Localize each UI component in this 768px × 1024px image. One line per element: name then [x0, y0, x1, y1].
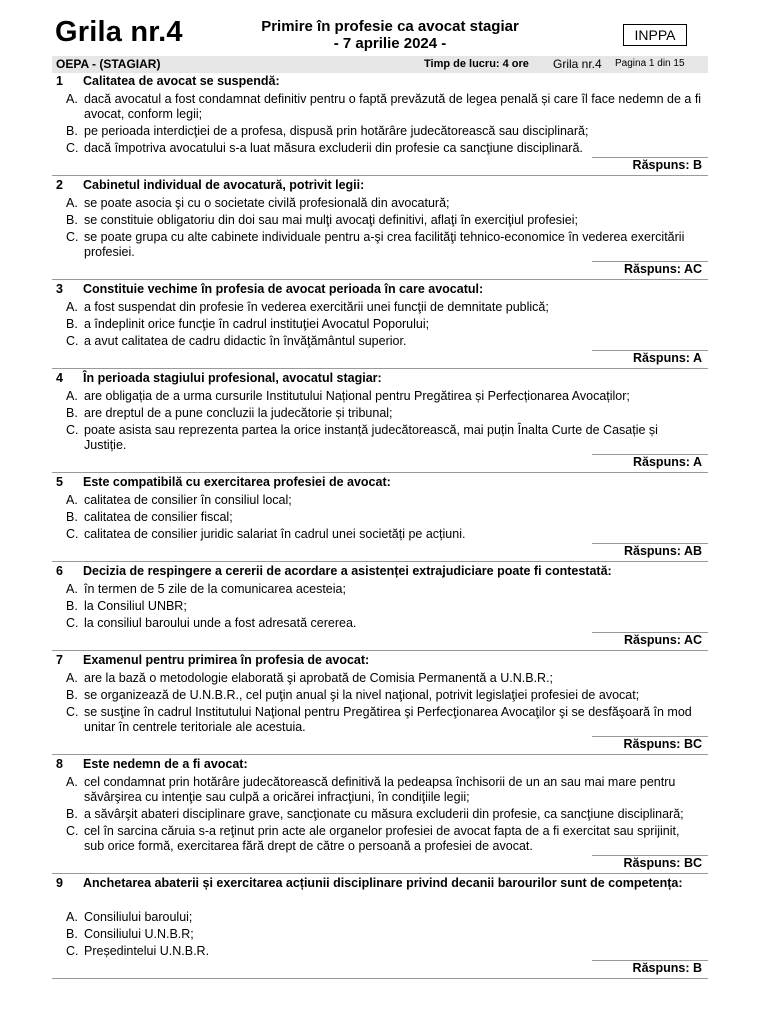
question-text: Este nedemn de a fi avocat: [83, 757, 248, 771]
option-text: a fost suspendat din profesie în vederea exercitării unei funcţii de demnitate publică; [84, 300, 549, 314]
answer-option [52, 493, 702, 508]
section-label: OEPA - (STAGIAR) [56, 57, 161, 71]
question-separator [52, 873, 708, 874]
question-number: 2 [56, 178, 63, 192]
option-text: dacă avocatul a fost condamnat definitiv pentru o faptă prevăzută de legea penală și care îl face nedemn de a fi avocat, conform legii; [84, 92, 702, 121]
answer-row [52, 350, 702, 367]
exam-title [240, 18, 540, 52]
option-text: dacă împotriva avocatului s-a luat măsura excluderii din profesie ca sancţiune disciplinară. [84, 141, 583, 155]
option-letter: B. [66, 599, 78, 613]
answer-option [52, 300, 702, 315]
answer-option [52, 616, 702, 631]
option-text: Consiliului baroului; [84, 910, 193, 924]
answer-row [52, 543, 702, 560]
answer-row [52, 736, 702, 753]
option-text: se susţine în cadrul Institutului Naţional pentru Pregătirea şi Perfecţionarea Avocaţilor şi se desfăşoară în mod unitar în centrele teritoriale ale acestuia. [84, 705, 692, 734]
question-header [52, 876, 702, 908]
question-number: 6 [56, 564, 63, 578]
page-header [0, 0, 768, 56]
question-header [52, 282, 702, 298]
exam-title-line2: - 7 aprilie 2024 - [333, 35, 447, 52]
grila-title: Grila nr.4 [55, 16, 183, 48]
question-number: 3 [56, 282, 63, 296]
question-text: Calitatea de avocat se suspendă: [83, 74, 280, 88]
answer-option [52, 582, 702, 597]
question-text: Constituie vechime în profesia de avocat perioada în care avocatul: [83, 282, 484, 296]
option-letter: B. [66, 927, 78, 941]
question-separator [52, 279, 708, 280]
question-number: 5 [56, 475, 63, 489]
question-number: 4 [56, 371, 63, 385]
answer-key: Răspuns: BC [623, 737, 702, 751]
grila-label: Grila nr.4 [553, 57, 602, 71]
question-separator [52, 978, 708, 979]
option-letter: B. [66, 688, 78, 702]
option-text: poate asista sau reprezenta partea la orice instanță judecătorească, mai puțin Înalta Curte de Casație și Justiție. [84, 423, 658, 452]
answer-option [52, 527, 702, 542]
option-text: la Consiliul UNBR; [84, 599, 187, 613]
answer-option [52, 510, 702, 525]
answer-row [52, 157, 702, 174]
answer-key: Răspuns: AC [623, 262, 702, 276]
option-text: a îndeplinit orice funcţie în cadrul instituţiei Avocatul Poporului; [84, 317, 430, 331]
answer-key: Răspuns: AC [623, 633, 702, 647]
option-letter: C. [66, 944, 79, 958]
option-letter: C. [66, 423, 79, 437]
answer-option [52, 196, 702, 211]
option-text: se poate grupa cu alte cabinete individuale pentru a-şi crea facilităţi tehnico-economice în vederea exercitării profesiei. [84, 230, 685, 259]
answer-option [52, 141, 702, 156]
answer-option [52, 599, 702, 614]
answer-option [52, 406, 702, 421]
option-text: a săvârşit abateri disciplinare grave, sancţionate cu măsura excluderii din profesie, ca sancţiune disciplinară; [84, 807, 684, 821]
page-number: Pagina 1 din 15 [615, 58, 685, 69]
question-separator [52, 368, 708, 369]
question-text: Cabinetul individual de avocatură, potrivit legii: [83, 178, 365, 192]
option-letter: A. [66, 493, 78, 507]
question-text: Decizia de respingere a cererii de acordare a asistenței extrajudiciare poate fi contestată: [83, 564, 612, 578]
question-separator [52, 472, 708, 473]
answer-option [52, 944, 702, 959]
option-text: se constituie obligatoriu din doi sau mai mulţi avocaţi definitivi, aflaţi în exerciţiul profesiei; [84, 213, 578, 227]
exam-title-line1: Primire în profesie ca avocat stagiar [261, 18, 519, 35]
option-letter: C. [66, 824, 79, 838]
option-text: se poate asocia şi cu o societate civilă profesională din avocatură; [84, 196, 450, 210]
answer-row [52, 454, 702, 471]
option-letter: A. [66, 910, 78, 924]
option-text: pe perioada interdicţiei de a profesa, dispusă prin hotărâre judecătorească sau disciplinară; [84, 124, 589, 138]
question-text: Examenul pentru primirea în profesia de avocat: [83, 653, 370, 667]
answer-option [52, 775, 702, 805]
answer-option [52, 389, 702, 404]
answer-key: Răspuns: A [633, 455, 702, 469]
option-text: la consiliul baroului unde a fost adresată cererea. [84, 616, 357, 630]
option-text: Președintelui U.N.B.R. [84, 944, 210, 958]
question-number: 1 [56, 74, 63, 88]
question-separator [52, 650, 708, 651]
answer-key: Răspuns: B [632, 158, 702, 172]
answer-option [52, 317, 702, 332]
option-letter: C. [66, 141, 79, 155]
answer-option [52, 92, 702, 122]
option-letter: C. [66, 616, 79, 630]
question-separator [52, 561, 708, 562]
option-text: cel în sarcina căruia s-a reţinut prin acte ale organelor profesiei de avocat fapta de a fi exercitat sau sprijinit, sub orice formă, exercitarea fără drept de către o persoană a profesiei de avocat. [84, 824, 680, 853]
question-header [52, 74, 702, 90]
answer-row [52, 960, 702, 977]
answer-option [52, 334, 702, 349]
answer-option [52, 910, 702, 925]
option-text: are la bază o metodologie elaborată şi aprobată de Comisia Permanentă a U.N.B.R.; [84, 671, 554, 685]
subheader-bar [52, 56, 708, 73]
answer-row [52, 632, 702, 649]
option-letter: A. [66, 582, 78, 596]
question-header [52, 564, 702, 580]
option-letter: C. [66, 230, 79, 244]
question-7 [52, 653, 702, 755]
question-3 [52, 282, 702, 369]
question-header [52, 653, 702, 669]
answer-option [52, 671, 702, 686]
question-header [52, 178, 702, 194]
question-8 [52, 757, 702, 874]
question-number: 8 [56, 757, 63, 771]
question-header [52, 371, 702, 387]
option-text: are dreptul de a pune concluzii la judecătorie și tribunal; [84, 406, 393, 420]
answer-option [52, 688, 702, 703]
question-list [52, 74, 702, 981]
option-letter: A. [66, 300, 78, 314]
answer-option [52, 230, 702, 260]
option-letter: A. [66, 389, 78, 403]
option-text: Consiliului U.N.B.R; [84, 927, 194, 941]
question-1 [52, 74, 702, 176]
option-text: are obligația de a urma cursurile Institutului Național pentru Pregătirea și Perfecționarea Avocaților; [84, 389, 630, 403]
work-time: Timp de lucru: 4 ore [424, 58, 529, 70]
option-text: a avut calitatea de cadru didactic în învăţământul superior. [84, 334, 407, 348]
question-number: 9 [56, 876, 63, 890]
question-2 [52, 178, 702, 280]
question-5 [52, 475, 702, 562]
answer-option [52, 927, 702, 942]
option-letter: C. [66, 705, 79, 719]
option-letter: C. [66, 527, 79, 541]
answer-option [52, 824, 702, 854]
option-letter: B. [66, 213, 78, 227]
option-text: calitatea de consilier fiscal; [84, 510, 233, 524]
option-letter: C. [66, 334, 79, 348]
option-letter: A. [66, 196, 78, 210]
answer-option [52, 213, 702, 228]
answer-row [52, 261, 702, 278]
option-letter: B. [66, 406, 78, 420]
question-text: În perioada stagiului profesional, avocatul stagiar: [83, 371, 382, 385]
option-letter: B. [66, 317, 78, 331]
answer-option [52, 807, 702, 822]
option-letter: B. [66, 510, 78, 524]
answer-row [52, 855, 702, 872]
option-letter: A. [66, 92, 78, 106]
answer-key: Răspuns: BC [623, 856, 702, 870]
answer-option [52, 705, 702, 735]
option-text: cel condamnat prin hotărâre judecătorească definitivă la pedeapsa închisorii de un an sau mai mare pentru săvârşirea cu intenţie sau culpă a oricărei infracţiuni, în condiţiile legii; [84, 775, 676, 804]
question-text: Anchetarea abaterii și exercitarea acțiunii disciplinare privind decanii barourilor sunt de competența: [83, 876, 683, 890]
question-9 [52, 876, 702, 979]
question-6 [52, 564, 702, 651]
option-text: calitatea de consilier juridic salariat în cadrul unei societăți pe acțiuni. [84, 527, 466, 541]
question-number: 7 [56, 653, 63, 667]
answer-key: Răspuns: B [632, 961, 702, 975]
question-text: Este compatibilă cu exercitarea profesiei de avocat: [83, 475, 391, 489]
answer-key: Răspuns: A [633, 351, 702, 365]
option-text: în termen de 5 zile de la comunicarea acesteia; [84, 582, 346, 596]
question-4 [52, 371, 702, 473]
question-separator [52, 754, 708, 755]
answer-option [52, 423, 702, 453]
answer-option [52, 124, 702, 139]
option-letter: A. [66, 775, 78, 789]
question-separator [52, 175, 708, 176]
question-header [52, 757, 702, 773]
option-text: se organizează de U.N.B.R., cel puţin anual şi la nivel naţional, potrivit legislaţiei profesiei de avocat; [84, 688, 640, 702]
question-header [52, 475, 702, 491]
institution-box: INPPA [623, 24, 687, 46]
option-letter: B. [66, 124, 78, 138]
option-letter: B. [66, 807, 78, 821]
option-letter: A. [66, 671, 78, 685]
answer-key: Răspuns: AB [623, 544, 702, 558]
option-text: calitatea de consilier în consiliul local; [84, 493, 292, 507]
